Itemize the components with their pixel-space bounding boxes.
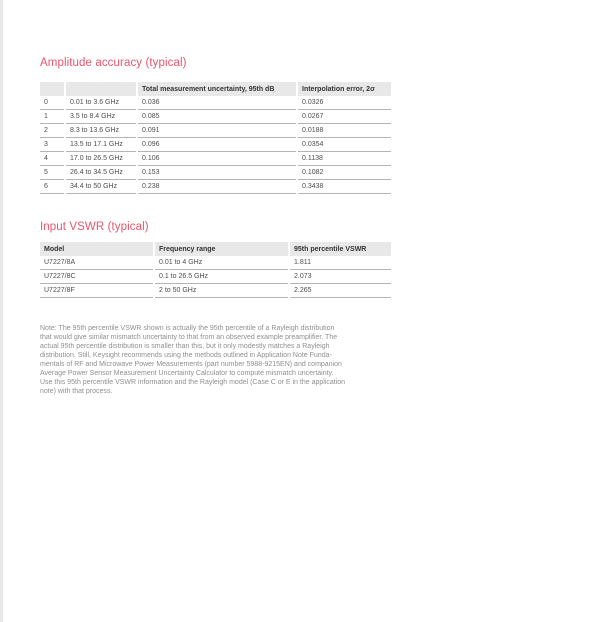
note-paragraph xyxy=(40,324,400,396)
input-vswr-table xyxy=(38,242,393,298)
uncertainty-cell: 0.091 xyxy=(138,124,296,138)
interp-error-cell: 0.0326 xyxy=(298,96,391,110)
amplitude-table-header-row xyxy=(40,82,391,96)
table-row xyxy=(40,180,391,194)
amplitude-header-band-index xyxy=(40,82,64,96)
vswr-header-frequency-range: Frequency range xyxy=(155,242,288,256)
note-line: actual 95th percentile distribution is smaller than this, but it only modestly matches a Rayleigh xyxy=(40,343,330,350)
band-index-cell: 0 xyxy=(40,96,64,110)
table-row xyxy=(40,284,391,298)
band-index-cell: 2 xyxy=(40,124,64,138)
interp-error-cell: 0.3438 xyxy=(298,180,391,194)
vswr-header-percentile: 95th percentile VSWR xyxy=(290,242,391,256)
interp-error-cell: 0.0267 xyxy=(298,110,391,124)
amplitude-header-interpolation-error: Interpolation error, 2σ xyxy=(298,82,391,96)
frequency-band-cell: 17.0 to 26.5 GHz xyxy=(66,152,136,166)
interp-error-cell: 0.0354 xyxy=(298,138,391,152)
uncertainty-cell: 0.238 xyxy=(138,180,296,194)
uncertainty-cell: 0.096 xyxy=(138,138,296,152)
band-index-cell: 4 xyxy=(40,152,64,166)
amplitude-accuracy-section-title: Amplitude accuracy (typical) xyxy=(40,57,187,69)
model-cell: U7227/8A xyxy=(40,256,153,270)
interp-error-cell: 0.1082 xyxy=(298,166,391,180)
frequency-band-cell: 8.3 to 13.6 GHz xyxy=(66,124,136,138)
note-line: distribution. Still, Keysight recommends using the methods outlined in Application Note Funda- xyxy=(40,352,332,359)
table-row xyxy=(40,152,391,166)
uncertainty-cell: 0.153 xyxy=(138,166,296,180)
frequency-band-cell: 13.5 to 17.1 GHz xyxy=(66,138,136,152)
uncertainty-cell: 0.085 xyxy=(138,110,296,124)
uncertainty-cell: 0.036 xyxy=(138,96,296,110)
vswr-value-cell: 1.811 xyxy=(290,256,391,270)
vswr-header-model: Model xyxy=(40,242,153,256)
frequency-range-cell: 0.1 to 26.5 GHz xyxy=(155,270,288,284)
frequency-band-cell: 0.01 to 3.6 GHz xyxy=(66,96,136,110)
page-left-edge-strip xyxy=(0,0,3,622)
band-index-cell: 1 xyxy=(40,110,64,124)
frequency-band-cell: 34.4 to 50 GHz xyxy=(66,180,136,194)
note-line: mentals of RF and Microwave Power Measurements (part number 5988-9215EN) and companion xyxy=(40,361,342,368)
vswr-value-cell: 2.073 xyxy=(290,270,391,284)
uncertainty-cell: 0.106 xyxy=(138,152,296,166)
table-row xyxy=(40,256,391,270)
frequency-band-cell: 3.5 to 8.4 GHz xyxy=(66,110,136,124)
table-row xyxy=(40,166,391,180)
frequency-range-cell: 2 to 50 GHz xyxy=(155,284,288,298)
table-row xyxy=(40,270,391,284)
note-line: Use this 95th percentile VSWR information and the Rayleigh model (Case C or E in the application xyxy=(40,379,346,386)
model-cell: U7227/8F xyxy=(40,284,153,298)
table-row xyxy=(40,124,391,138)
interp-error-cell: 0.0188 xyxy=(298,124,391,138)
table-row xyxy=(40,110,391,124)
table-row xyxy=(40,96,391,110)
vswr-value-cell: 2.265 xyxy=(290,284,391,298)
model-cell: U7227/8C xyxy=(40,270,153,284)
input-vswr-section-title: Input VSWR (typical) xyxy=(40,221,149,233)
frequency-range-cell: 0.01 to 4 GHz xyxy=(155,256,288,270)
frequency-band-cell: 26.4 to 34.5 GHz xyxy=(66,166,136,180)
table-row xyxy=(40,138,391,152)
band-index-cell: 5 xyxy=(40,166,64,180)
band-index-cell: 3 xyxy=(40,138,64,152)
note-line: that would give similar mismatch uncertainty to that from an observed example preamplifier. The xyxy=(40,334,338,341)
interp-error-cell: 0.1138 xyxy=(298,152,391,166)
note-line: Note: The 95th percentile VSWR shown is actually the 95th percentile of a Rayleigh distribution xyxy=(40,325,335,332)
amplitude-accuracy-table xyxy=(38,82,393,194)
amplitude-header-frequency-range xyxy=(66,82,136,96)
note-line: Average Power Sensor Measurement Uncertainty Calculator to compute mismatch uncertainty. xyxy=(40,370,334,377)
vswr-table-header-row xyxy=(40,242,391,256)
amplitude-header-total-uncertainty: Total measurement uncertainty, 95th dB xyxy=(138,82,296,96)
band-index-cell: 6 xyxy=(40,180,64,194)
note-line: note) with that process. xyxy=(40,388,113,395)
